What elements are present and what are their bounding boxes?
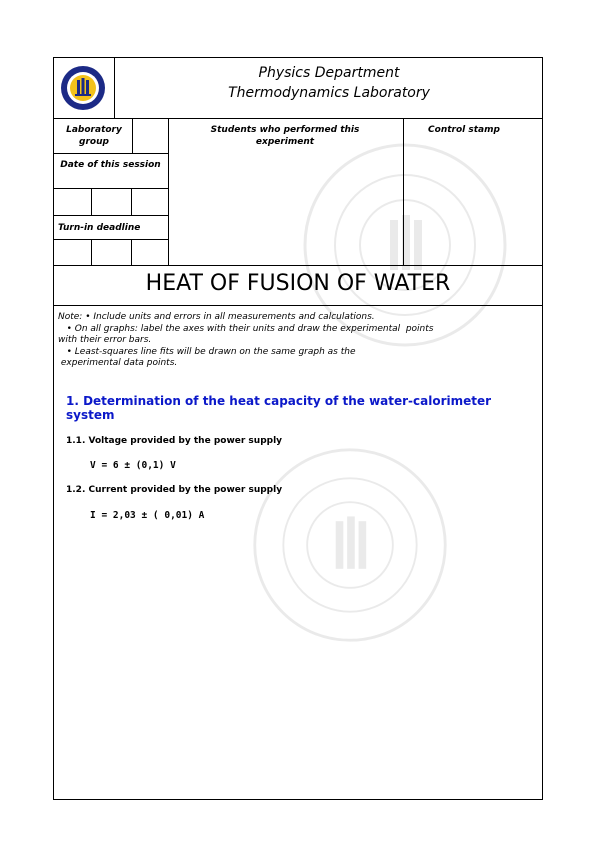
students-label: Students who performed this experiment bbox=[210, 125, 360, 147]
turnin-label: Turn-in deadline bbox=[58, 223, 141, 233]
left-column-divider bbox=[168, 118, 169, 265]
lab-group-box-divider bbox=[132, 118, 133, 153]
stamp-divider bbox=[403, 118, 404, 265]
date-box-divider-2 bbox=[131, 188, 132, 215]
notes bbox=[58, 312, 528, 370]
subsection-1-2-heading: 1.2. Current provided by the power supply bbox=[66, 485, 283, 495]
title-bottom-line bbox=[53, 305, 543, 306]
header-title bbox=[115, 63, 543, 103]
turnin-box-divider-2 bbox=[131, 239, 132, 265]
note-line-2: • On all graphs: label the axes with their units and draw the experimental points bbox=[58, 323, 434, 334]
date-label-bottom bbox=[53, 188, 168, 189]
turnin-box-divider-1 bbox=[91, 239, 92, 265]
lab-group-bottom bbox=[53, 153, 168, 154]
note-line-3: with their error bars. bbox=[58, 335, 152, 345]
subsection-1-1-heading: 1.1. Voltage provided by the power supply bbox=[66, 436, 283, 446]
note-line-1: Note: • Include units and errors in all measurements and calculations. bbox=[58, 312, 375, 322]
voltage-formula: V = 6 ± (0,1) V bbox=[90, 460, 176, 471]
page-title: HEAT OF FUSION OF WATER bbox=[145, 271, 451, 296]
date-label: Date of this session bbox=[60, 160, 161, 170]
stamp-label: Control stamp bbox=[428, 125, 500, 135]
date-boxes-bottom bbox=[53, 215, 168, 216]
turnin-label-bottom bbox=[53, 239, 168, 240]
section-1-heading: 1. Determination of the heat capacity of the water-calorimeter system bbox=[66, 394, 492, 422]
lab-group-label: Laboratory group bbox=[66, 125, 122, 147]
note-line-5: experimental data points. bbox=[58, 358, 178, 368]
date-box-divider-1 bbox=[91, 188, 92, 215]
laboratory-name: Thermodynamics Laboratory bbox=[228, 85, 430, 101]
header-bottom-line bbox=[53, 118, 543, 119]
department-name: Physics Department bbox=[258, 65, 400, 81]
form-bottom-line bbox=[53, 265, 543, 266]
note-line-4: • Least-squares line fits will be drawn on the same graph as the bbox=[58, 346, 356, 357]
current-formula: I = 2,03 ± ( 0,01) A bbox=[90, 510, 205, 521]
university-seal-icon bbox=[59, 64, 107, 112]
